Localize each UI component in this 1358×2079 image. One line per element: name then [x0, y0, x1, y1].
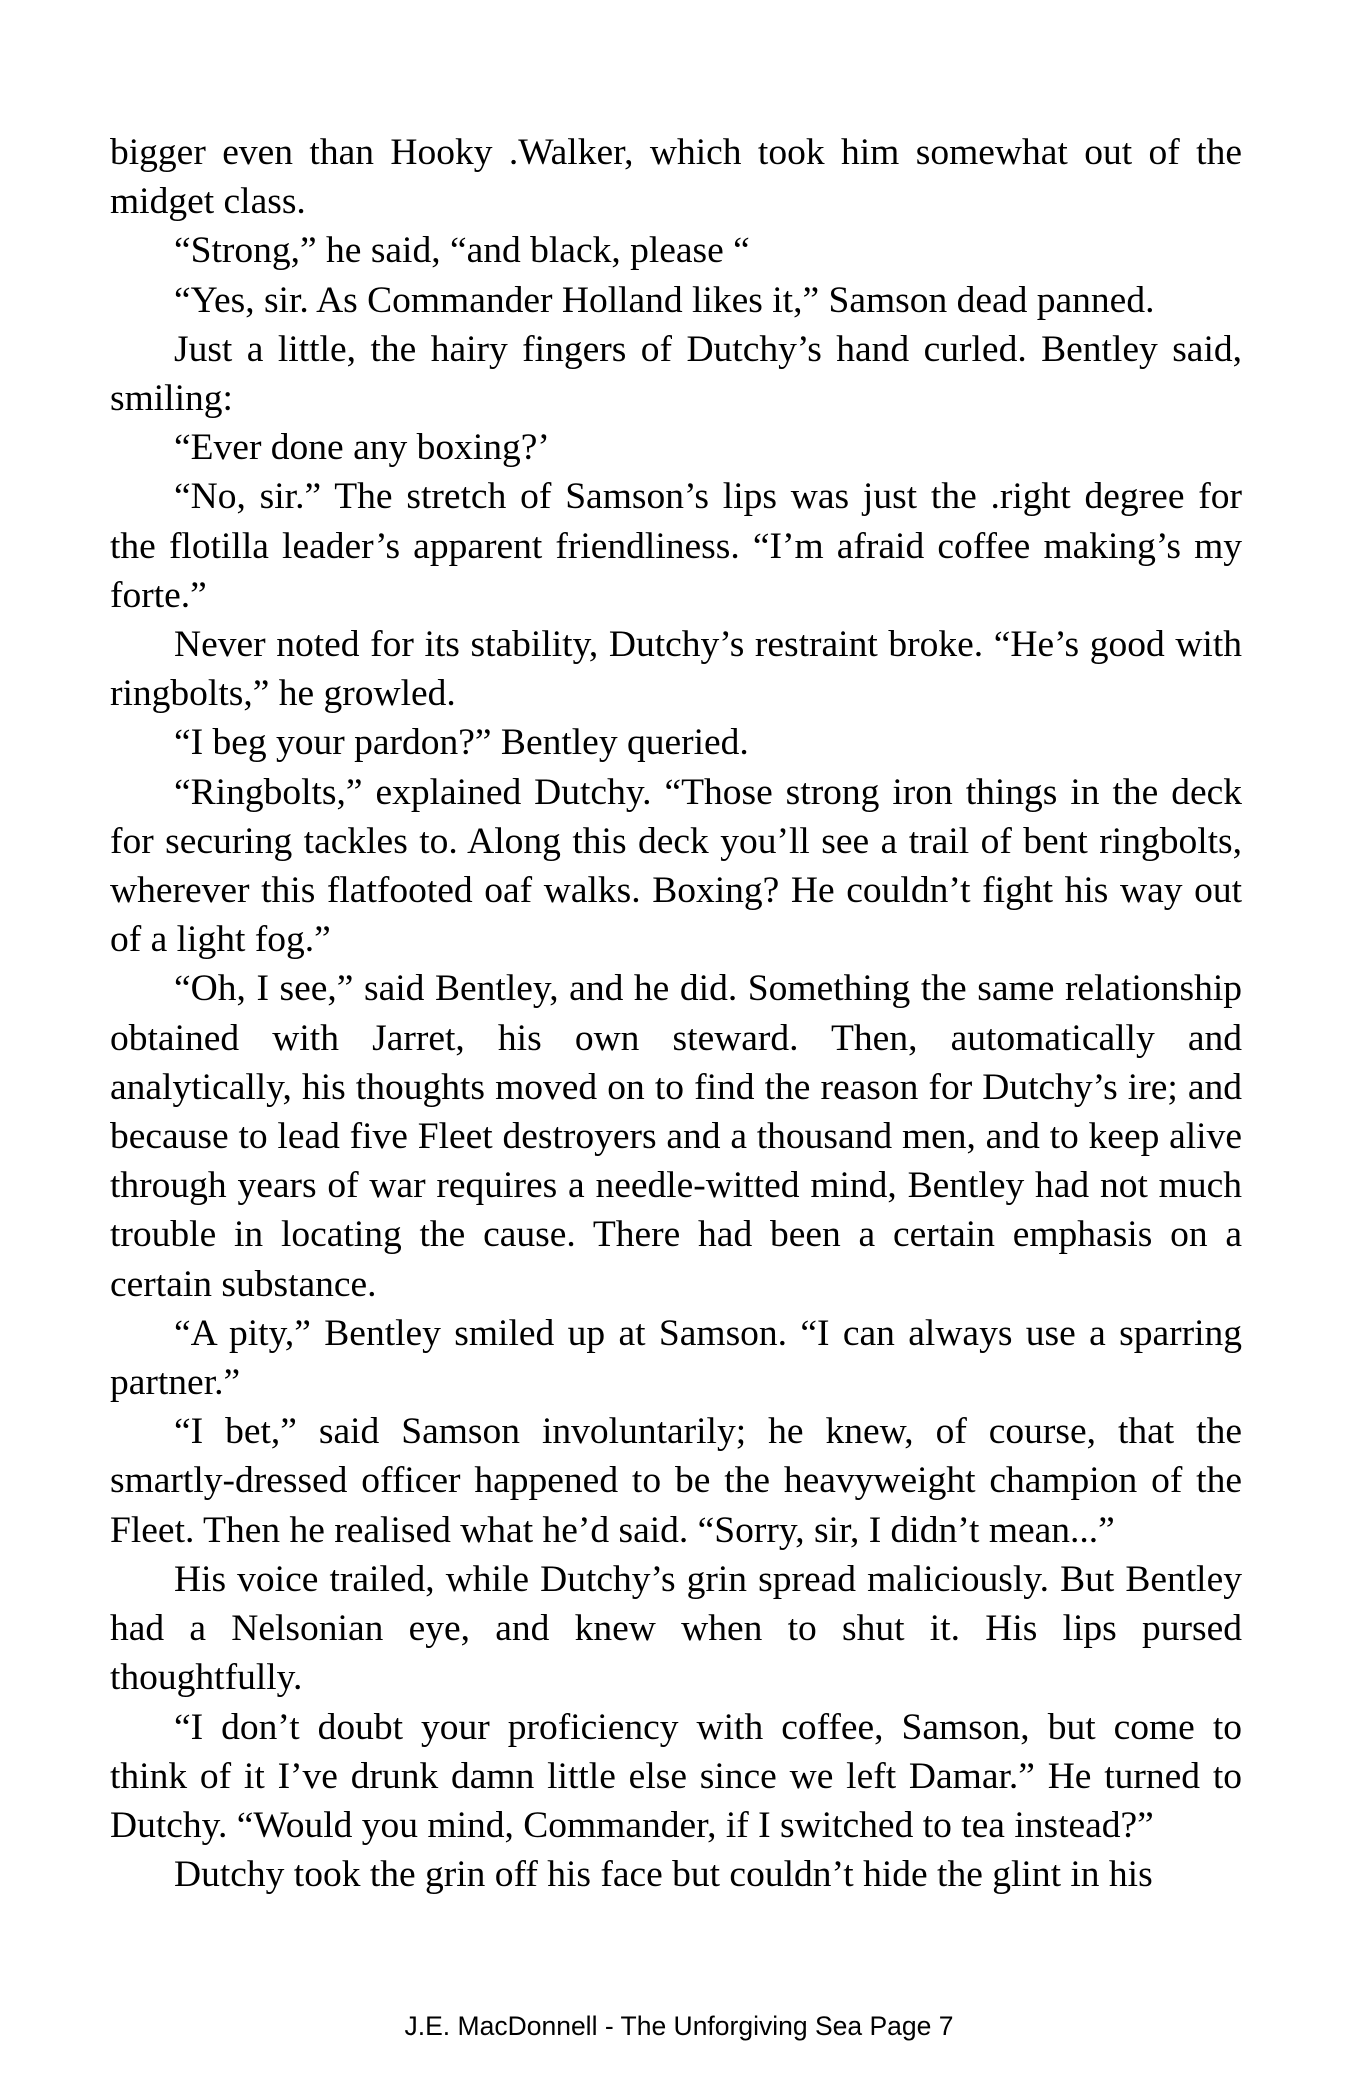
paragraph: His voice trailed, while Dutchy’s grin spread maliciously. But Bentley had a Nelsonian eye, and knew when to shut it. His lips pursed thoughtfully.: [110, 1558, 1242, 1699]
paragraph: “Strong,” he said, “and black, please “: [174, 230, 750, 272]
page-footer: J.E. MacDonnell - The Unforgiving Sea Page 7: [404, 2011, 954, 2041]
paragraph: “I beg your pardon?” Bentley queried.: [174, 722, 749, 764]
paragraph: “A pity,” Bentley smiled up at Samson. “I can always use a sparring partner.”: [110, 1312, 1242, 1404]
paragraph: bigger even than Hooky .Walker, which took him somewhat out of the midget class.: [110, 132, 1242, 223]
paragraph: “Ringbolts,” explained Dutchy. “Those strong iron things in the deck for securing tackles to. Along this deck you’ll see a trail of bent ringbolts, wherever this flatfooted oaf walks. Boxing? He couldn’t fight his way out of a light fog.”: [110, 771, 1242, 961]
paragraph: “Ever done any boxing?’: [174, 427, 550, 469]
paragraph: “Oh, I see,” said Bentley, and he did. Something the same relationship obtained with Jarret, his own steward. Then, automatically and analytically, his thoughts moved on to find the reason for Dutchy’s ire; and because to lead five Fleet destroyers and a thousand men, and to keep alive through years of war requires a needle-witted mind, Bentley had not much trouble in locating the cause. There had been a certain emphasis on a certain substance.: [110, 968, 1242, 1305]
paragraph: “I don’t doubt your proficiency with coffee, Samson, but come to think of it I’ve drunk damn little else since we left Damar.” He turned to Dutchy. “Would you mind, Commander, if I switched to tea instead?”: [110, 1706, 1242, 1846]
paragraph: Just a little, the hairy fingers of Dutchy’s hand curled. Bentley said, smiling:: [110, 328, 1242, 420]
page-body: [110, 128, 1242, 1899]
paragraph: “I bet,” said Samson involuntarily; he knew, of course, that the smartly-dressed officer happened to be the heavyweight champion of the Fleet. Then he realised what he’d said. “Sorry, sir, I didn’t mean...”: [110, 1411, 1242, 1551]
paragraph: Dutchy took the grin off his face but couldn’t hide the glint in his: [174, 1854, 1153, 1896]
paragraph: “Yes, sir. As Commander Holland likes it,” Samson dead panned.: [174, 279, 1155, 321]
paragraph: Never noted for its stability, Dutchy’s restraint broke. “He’s good with ringbolts,” he growled.: [110, 624, 1242, 715]
paragraph: “No, sir.” The stretch of Samson’s lips was just the .right degree for the flotilla leader’s apparent friendliness. “I’m afraid coffee making’s my forte.”: [110, 476, 1242, 616]
